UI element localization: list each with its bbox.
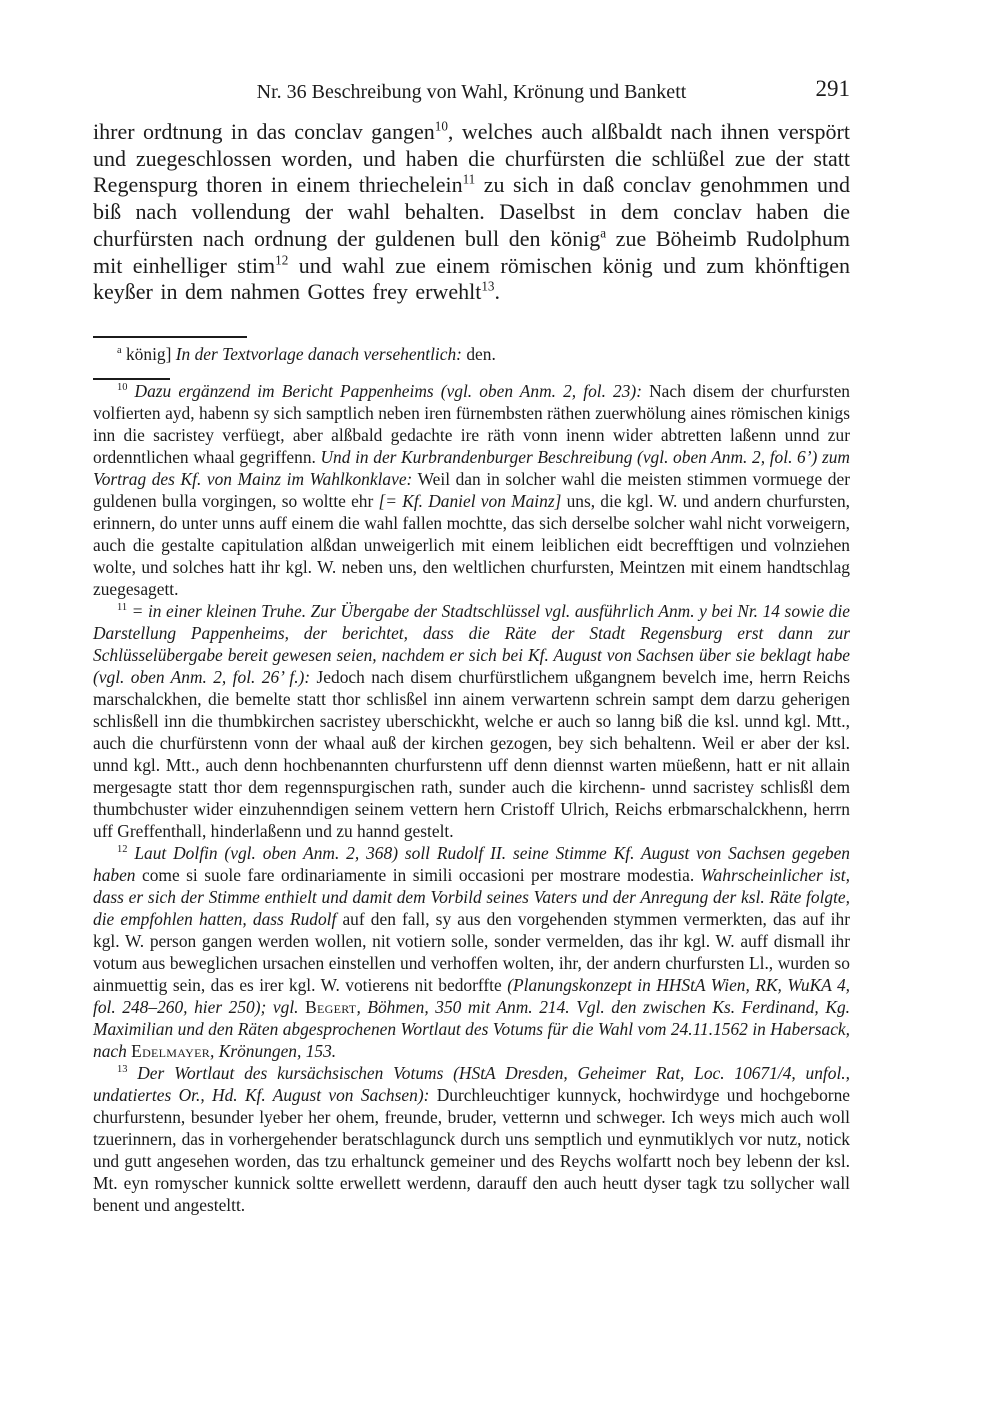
text-run: könig] (121, 343, 176, 364)
footnote-number: 10 (117, 382, 128, 394)
footnote-10 (93, 380, 850, 600)
text-run: Edelmayer (131, 1040, 211, 1061)
apparatus-rule (93, 336, 247, 338)
text-run: Durchleuchtiger kunnyck, hochwirdyge und hochgeborne churfurstenn, besunder lyeber her ohem, freunde, bruder, vetternn und schweger. Ich weys mich auch woll tzuerinnern, das in vorhergehender beratschlagunck durch uns semptlich und eynmutiklych vor nutz, notick und gutt angesehen worden, das tzu erhaltunck gemeiner und des Reychs wolfartt noch bey lebenn der ksl. Mt. eyn romyscher kunnick soltte erwellett werdenn, darauff den auch heutt dyser tagk tzu sollycher wall benent und angesteltt. (93, 1084, 850, 1215)
text-run: [= Kf. Daniel von Mainz] (378, 490, 562, 511)
text-run: ihrer ordtnung in das conclav gangen (93, 119, 435, 144)
footnotes-section (93, 380, 850, 1216)
text-run: = in einer kleinen Truhe. Zur Übergabe der Stadtschlüssel vgl. ausführlich Anm. y bei Nr. 14 sowie die Darstellung Pappenheims, der berichtet, dass die Räte der Stadt Regensburg erst dann zur Schlüsselübergabe bereit gewesen seien, nachdem er sich bei Kf. August von Sachsen über sie beklagt habe (vgl. oben Anm. 2, fol. 26’ f.): (93, 600, 850, 687)
text-run: Der Wortlaut des kursächsischen Votums (HStA Dresden, Geheimer Rat, Loc. 10671/4, unfol., undatiertes Or., Hd. Kf. August von Sachsen): (93, 1062, 850, 1105)
text-run: (Planungskonzept in HHStA Wien, RK, WuKA 4, fol. 248–260, hier 250); vgl. (93, 974, 850, 1017)
chapter-title: Nr. 36 Beschreibung von Wahl, Krönung und Bankett (256, 81, 687, 103)
text-run: zu sich in daß conclav genohmmen und biß nach vollendung der wahl behalten. Daselbst in dem conclav haben die churfürsten nach ordnung der guldenen bull den könig (93, 172, 850, 251)
text-run: Laut Dolfin (vgl. oben Anm. 2, 368) soll Rudolf II. seine Stimme Kf. August von Sachsen gegeben haben (93, 842, 850, 885)
text-run: , Krönungen, 153. (210, 1040, 337, 1061)
text-run: Und in der Kurbrandenburger Beschreibung (vgl. oben Anm. 2, fol. 6’) zum Vortrag des Kf. von Mainz im Wahlkonklave: (93, 446, 850, 489)
text-run: den. (461, 343, 496, 364)
text-run: Wahrscheinlicher ist, dass er sich der Stimme enthielt und damit dem Vorbild seines Vaters und der Anregung der ksl. Räte folgte, die empfohlen hatten, dass Rudolf (93, 864, 850, 929)
text-run: Weil dan in solcher wahl die meisten stimmen vormuege der guldenen bulla vorgingen, so woltte ehr (93, 468, 850, 511)
page-number: 291 (815, 76, 850, 101)
note-marker: 12 (275, 252, 289, 268)
footnote-13 (93, 1062, 850, 1216)
text-run: und wahl zue einem römischen könig und zum khönftigen keyßer in dem nahmen Gottes frey erwehlt (93, 252, 850, 305)
text-run: . (494, 279, 500, 305)
note-marker: 11 (462, 172, 476, 188)
footnote-number: 13 (117, 1064, 128, 1076)
running-header (93, 76, 850, 104)
text-run: , welches auch alßbaldt nach ihnen verspört und zuegeschlossen worden, und haben die churfürsten die schlüßel zue der statt Regenspurg thoren in einem thriechelein (93, 119, 851, 198)
note-marker: a (600, 225, 607, 241)
note-marker: 10 (434, 118, 448, 134)
apparatus-note (93, 343, 850, 365)
text-block (93, 76, 851, 1216)
text-run: zue Böheimb Rudolphum mit einhelliger stim (93, 225, 851, 278)
text-run: Begert (305, 996, 357, 1017)
footnote-number: 11 (117, 602, 128, 614)
footnote-number: 12 (117, 844, 128, 856)
text-run: auf den fall, sy aus den vorgehenden stymmen vermerkten, das auf ihr kgl. W. person gangen werden wollen, nit votiern solle, sonder vermelden, das ihr kgl. W. auff dismall ihr votum aus beweglichen ursachen einstellen und verhoffen wolten, ihr, der andern churfursten Ll., wurden so ainmuettig sein, das es irer kgl. W. votierens nit bedorffte (93, 908, 850, 995)
main-paragraph (93, 119, 850, 306)
text-run: come si suole fare ordinariamente in simili occasioni per mostrare modestia. (135, 864, 701, 885)
text-run: uns, die kgl. W. und andern churfursten, erinnern, do unter unns auff einem die wahl fallen mochtte, das sich derselbe solcher wahl nicht vorweigern, auch die gestalte capitulation alßdan unweigerlich mit einem leiblichen eidt becrefftigen und volnziehen wolte, und solches hatt ihr kgl. W. neben uns, den weltlichen churfursten, Meintzen mit einem handtschlag zuegesagett. (93, 490, 850, 599)
text-run: In der Textvorlage danach versehentlich: (175, 343, 462, 364)
note-marker: 13 (481, 278, 495, 294)
footnote-12 (93, 842, 850, 1062)
note-marker: a (117, 345, 122, 357)
text-run: Nach disem der churfursten volfierten ayd, habenn sy sich samptlich neben iren fürnembsten räthen zuerwhölung aines römischen kinigs inn die sacristey verfüegt, aber alßbald gedachte ire räth vonn inenn wider abtretten laßenn unnd zur ordenntlichen whaal gegriffenn. (93, 380, 850, 467)
text-run: Dazu ergänzend im Bericht Pappenheims (vgl. oben Anm. 2, fol. 23): (134, 380, 643, 401)
text-run: Jedoch nach disem churfürstlichem ußgangnem bevelch ime, herrn Reichs marschalckhen, die bemelte statt thor schlisßel inn ainem verwartenn schrein sampt dem darzu geherigen schlisßell inn die thumbkirchen sacristey uberschickht, welche er auch so lanng biß die ksl. unnd kgl. Mtt., auch die churfürstenn vonn der whaal auß der kirchen gezogen, bey sich behaltenn. Weil er aber der ksl. unnd kgl. Mtt., auch denn hochbenannten churfurstenn uff denn diennst warten müeßenn, hatt er nit allain mergesagte statt thor dem regennspurgischen rath, sunder auch die kirchenn- unnd sacristey schlisßl dem thumbchuster wider einzuhenndigen seinem vettern hern Cristoff Ulrich, Reichs erbmarschalckhenn, herrn uff Greffenthall, hinderlaßenn und zu hannd gestelt. (93, 666, 850, 841)
footnote-11 (93, 600, 850, 842)
text-run: , Böhmen, 350 mit Anm. 214. Vgl. den zwischen Ks. Ferdinand, Kg. Maximilian und den Räten abgesprochenen Wortlaut des Votums für die Wahl vom 24.11.1562 in Habersack, nach (93, 996, 850, 1061)
